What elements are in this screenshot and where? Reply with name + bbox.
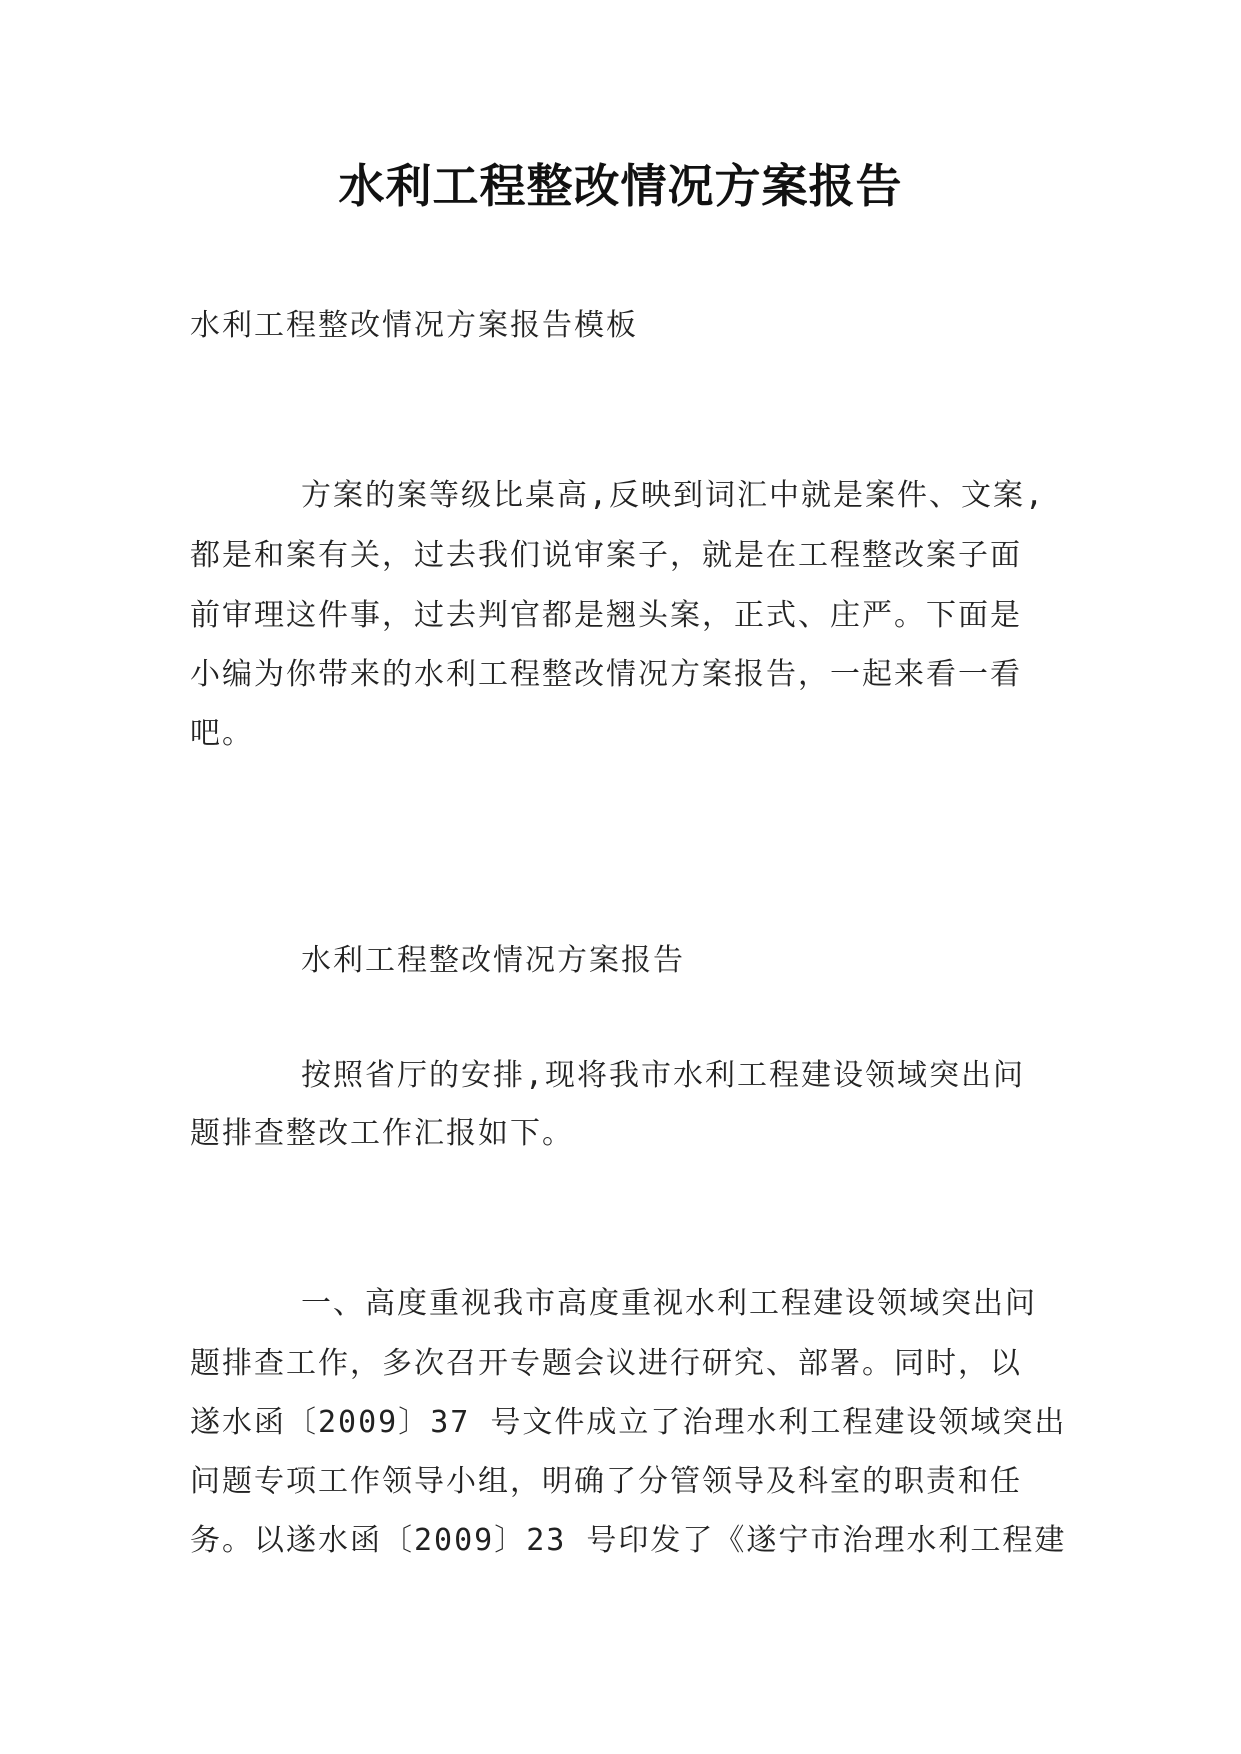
para2-line-3: 遂水函〔2009〕37 号文件成立了治理水利工程建设领域突出 xyxy=(190,1405,1067,1440)
para1-line-1: 按照省厅的安排,现将我市水利工程建设领域突出问 xyxy=(301,1058,1026,1093)
para2-line-2: 题排查工作，多次召开专题会议进行研究、部署。同时，以 xyxy=(190,1346,1022,1381)
para2-line-1: 一、高度重视我市高度重视水利工程建设领域突出问 xyxy=(301,1286,1037,1321)
intro-line-1: 方案的案等级比桌高,反映到词汇中就是案件、文案, xyxy=(301,478,1046,513)
para1-line-2: 题排查整改工作汇报如下。 xyxy=(190,1116,574,1151)
section-heading: 水利工程整改情况方案报告 xyxy=(301,943,685,978)
para2-line-5: 务。以遂水函〔2009〕23 号印发了《遂宁市治理水利工程建 xyxy=(190,1523,1067,1558)
para2-line-4: 问题专项工作领导小组，明确了分管领导及科室的职责和任 xyxy=(190,1464,1022,1499)
intro-line-3: 前审理这件事，过去判官都是翘头案，正式、庄严。下面是 xyxy=(190,598,1022,633)
document-subtitle: 水利工程整改情况方案报告模板 xyxy=(190,308,638,343)
intro-line-4: 小编为你带来的水利工程整改情况方案报告，一起来看一看 xyxy=(190,657,1022,692)
document-title: 水利工程整改情况方案报告 xyxy=(338,159,903,213)
intro-line-2: 都是和案有关，过去我们说审案子，就是在工程整改案子面 xyxy=(190,538,1022,573)
intro-line-5: 吧。 xyxy=(190,716,254,751)
